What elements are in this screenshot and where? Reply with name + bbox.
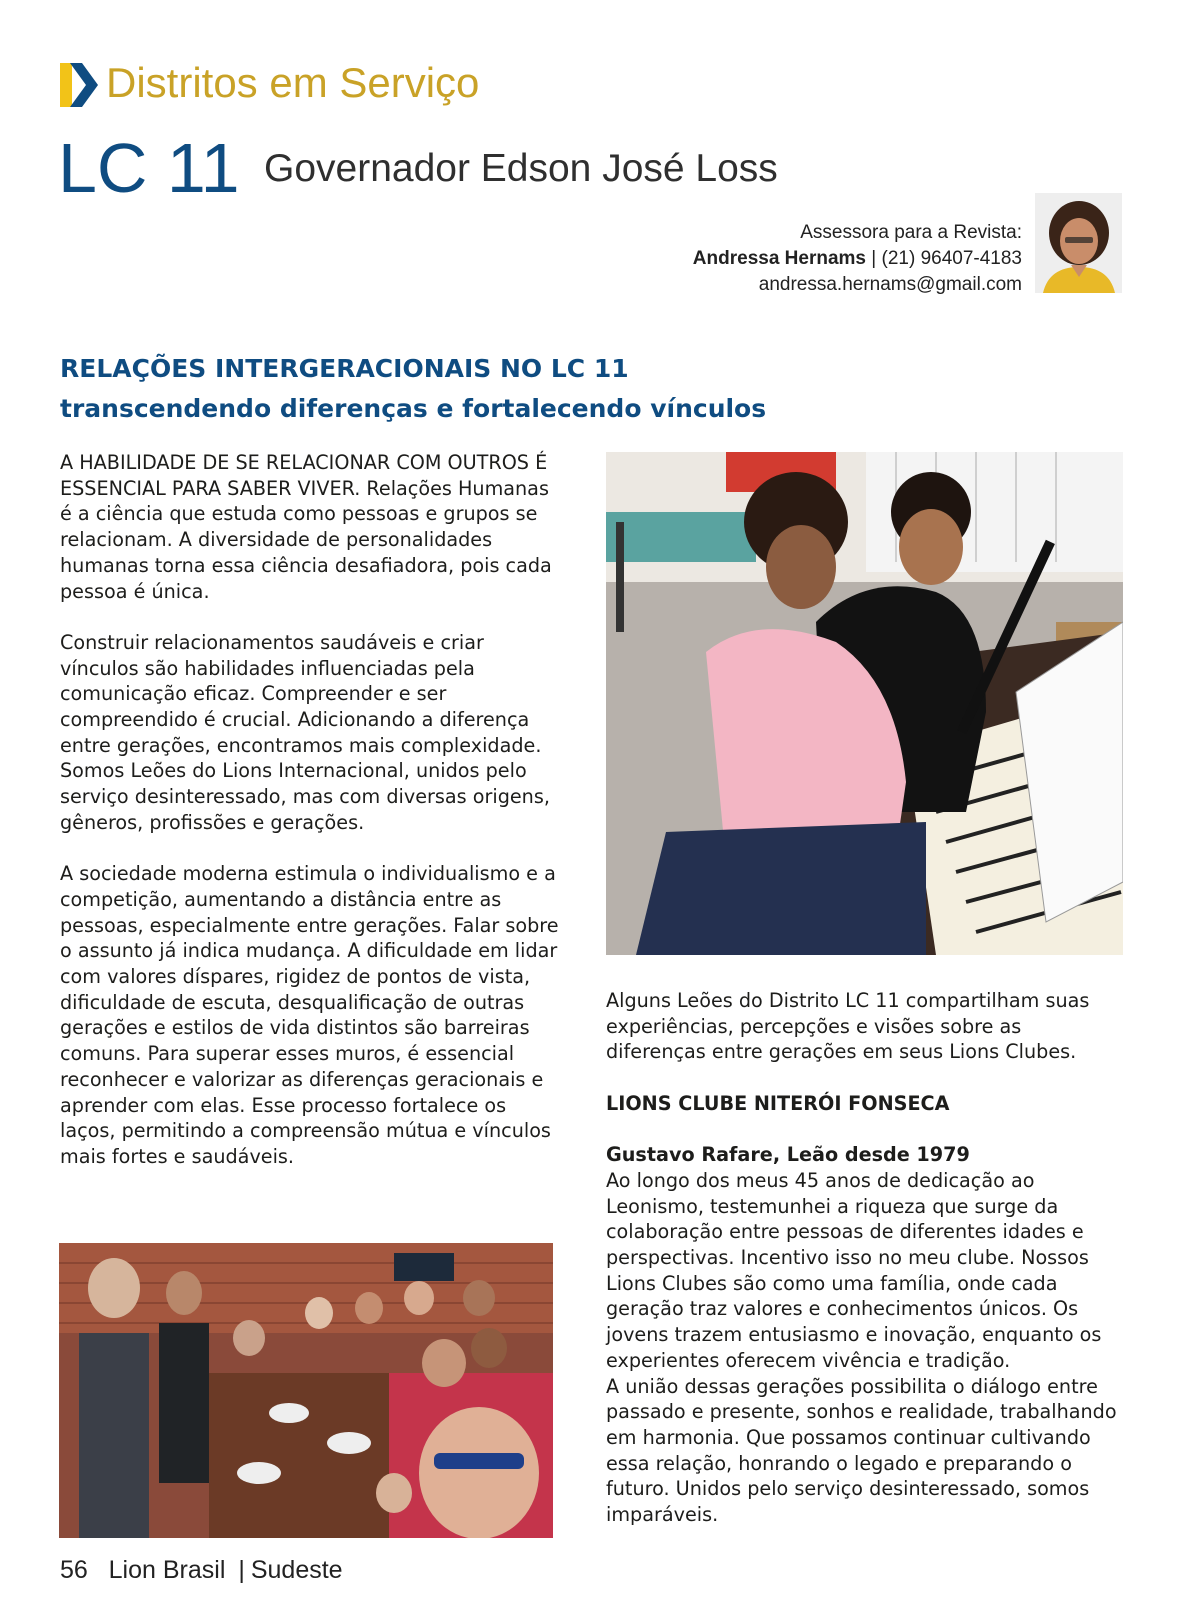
paragraph: Construir relacionamentos saudáveis e criar vínculos são habilidades influenciadas pela comunicação eficaz. Compreender e ser compreendido é crucial. Adicionando a diferença entre gerações, encontramos mais complexidade. Somos Leões do Lions Internacional, unidos pelo serviço desinteressado, mas com diversas origens, gêneros, profissões e gerações. bbox=[60, 630, 550, 834]
paragraph: A HABILIDADE DE SE RELACIONAR COM OUTROS É ESSENCIAL PARA SABER VIVER. Relações Humanas é a ciência que estuda como pessoas e grupos se relacionam. A diversidade de personalidades humanas torna essa ciência desafiadora, pois cada pessoa é única. bbox=[60, 451, 552, 603]
page-number: 56 bbox=[60, 1556, 88, 1584]
governor-name: Governador Edson José Loss bbox=[264, 147, 778, 190]
footer-separator: | bbox=[238, 1556, 245, 1584]
avatar bbox=[1035, 193, 1122, 293]
intro-paragraph: Alguns Leões do Distrito LC 11 compartilham suas experiências, percepções e visões sobre as diferenças entre gerações em seus Lions Clubes. bbox=[606, 989, 1090, 1064]
contact-name: Andressa Hernams bbox=[692, 248, 866, 269]
article-left-column bbox=[60, 450, 560, 1195]
district-code: LC 11 bbox=[58, 129, 240, 207]
article-right-column bbox=[606, 988, 1126, 1528]
contact-name-phone: Andressa Hernams | (21) 96407-4183 bbox=[692, 248, 1022, 269]
testimony-paragraph: Ao longo dos meus 45 anos de dedicação ao Leonismo, testemunhei a riqueza que surge da colaboração entre pessoas de diferentes idades e perspectivas. Incentivo isso no meu clube. Nossos Lions Clubes são como uma família, onde cada geração traz valores e conhecimentos únicos. Os jovens trazem entusiasmo e inovação, enquanto os experientes oferecem vivência e tradição. bbox=[606, 1168, 1102, 1372]
photo-piano-clarinet bbox=[606, 452, 1123, 955]
paragraph: A sociedade moderna estimula o individualismo e a competição, aumentando a distância entre as pessoas, especialmente entre gerações. Falar sobre o assunto já indica mudança. A dificuldade em lidar com valores díspares, rigidez de pontos de vista, dificuldade de escuta, desqualificação de outras gerações e estilos de vida distintos são barreiras comuns. Para superar esses muros, é essencial reconhecer e valorizar as diferenças geracionais e aprender com elas. Esse processo fortalece os laços, permitindo a compreensão mútua e vínculos mais fortes e saudáveis. bbox=[60, 862, 559, 1168]
section-title: Distritos em Serviço bbox=[106, 59, 480, 106]
contact-phone: (21) 96407-4183 bbox=[881, 248, 1022, 269]
club-name: LIONS CLUBE NITERÓI FONSECA bbox=[606, 1091, 950, 1115]
testimony-paragraph: A união dessas gerações possibilita o diálogo entre passado e presente, sonhos e realidade, trabalhando em harmonia. Que possamos continuar cultivando essa relação, honrando o legado e preparando o futuro. Unidos pelo serviço desinteressado, somos imparáveis. bbox=[606, 1374, 1117, 1527]
contact-role: Assessora para a Revista: bbox=[800, 222, 1022, 243]
testimony-author: Gustavo Rafare, Leão desde 1979 bbox=[606, 1143, 970, 1167]
magazine-name: Lion Brasil bbox=[108, 1556, 226, 1584]
article-subtitle: transcendendo diferenças e fortalecendo vínculos bbox=[60, 394, 767, 423]
chevron-right-icon bbox=[60, 63, 98, 107]
magazine-region: Sudeste bbox=[250, 1556, 343, 1584]
page-footer bbox=[60, 1556, 343, 1585]
article-headline bbox=[60, 349, 766, 429]
contact-block bbox=[693, 220, 1022, 298]
contact-email: andressa.hernams@gmail.com bbox=[758, 274, 1022, 295]
article-title: RELAÇÕES INTERGERACIONAIS NO LC 11 bbox=[60, 354, 629, 383]
photo-club-dinner bbox=[59, 1243, 553, 1538]
